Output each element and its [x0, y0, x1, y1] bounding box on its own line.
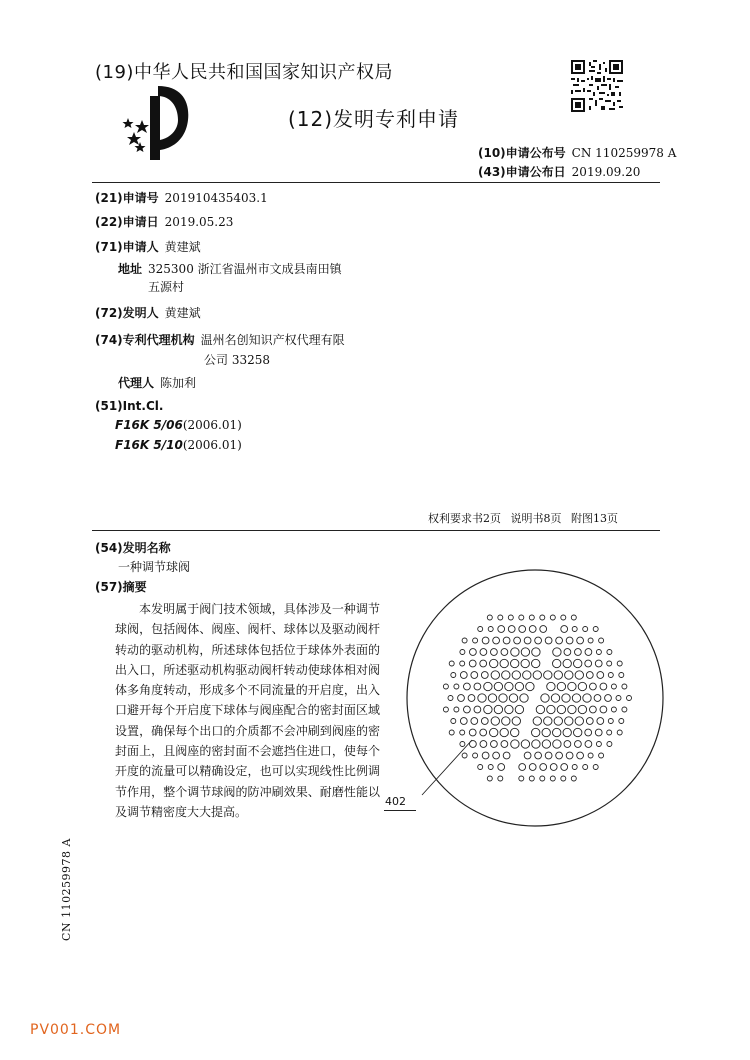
orifice-hole: [561, 615, 566, 620]
address-label: 地址: [118, 262, 143, 276]
orifice-hole: [451, 719, 456, 724]
agent-label: 代理人: [118, 376, 155, 390]
orifice-hole: [454, 684, 459, 689]
agent: [118, 374, 196, 391]
agent-value: 陈加利: [160, 376, 197, 390]
orifice-hole: [595, 729, 602, 736]
orifice-hole: [481, 718, 488, 725]
orifice-hole: [572, 627, 577, 632]
int-cl: [95, 399, 163, 413]
orifice-hole: [556, 637, 563, 644]
orifice-hole: [586, 672, 593, 679]
orifice-hole: [503, 637, 510, 644]
orifice-hole: [594, 695, 601, 702]
orifice-hole: [596, 742, 601, 747]
orifice-hole: [505, 705, 513, 713]
orifice-hole: [484, 705, 492, 713]
cnipa-logo: [120, 80, 196, 162]
orifice-hole: [512, 717, 520, 725]
orifice-hole: [542, 740, 550, 748]
orifice-hole: [493, 637, 500, 644]
orifice-hole: [599, 753, 604, 758]
filing-date: [95, 213, 233, 230]
orifice-hole: [540, 626, 547, 633]
orifice-hole: [565, 671, 573, 679]
orifice-hole: [588, 753, 593, 758]
orifice-hole: [500, 728, 508, 736]
orifice-hole: [547, 705, 555, 713]
orifice-hole: [498, 615, 503, 620]
orifice-hole: [511, 728, 519, 736]
orifice-hole: [498, 776, 503, 781]
invention-title-label: (54)发明名称: [95, 541, 171, 555]
applicant-label: (71)申请人: [95, 240, 159, 254]
ipc-code: F16K 5/10: [115, 438, 183, 452]
publication-number-label: (10)申请公布号: [478, 146, 566, 160]
inventor-label: (72)发明人: [95, 306, 159, 320]
orifice-hole: [535, 752, 542, 759]
orifice-hole: [578, 705, 586, 713]
applicant-value: 黄建斌: [164, 240, 201, 254]
abstract-heading: [95, 578, 147, 595]
orifice-hole: [473, 753, 478, 758]
ball-valve-figure: [380, 560, 680, 840]
orifice-hole: [574, 728, 582, 736]
orifice-hole: [557, 705, 565, 713]
orifice-hole: [557, 682, 565, 690]
orifice-hole: [611, 684, 616, 689]
orifice-hole: [524, 637, 531, 644]
orifice-hole: [491, 717, 499, 725]
orifice-hole: [529, 764, 536, 771]
orifice-hole: [498, 764, 505, 771]
orifice-hole: [575, 649, 582, 656]
ipc-entry: [115, 418, 242, 432]
ipc-code: F16K 5/06: [115, 418, 183, 432]
orifice-hole: [554, 717, 562, 725]
orifice-hole: [586, 718, 593, 725]
orifice-hole: [521, 659, 529, 667]
orifice-hole: [572, 765, 577, 770]
orifice-hole: [566, 752, 573, 759]
orifice-hole: [532, 740, 540, 748]
orifice-hole: [512, 671, 520, 679]
orifice-hole: [617, 730, 622, 735]
orifice-hole: [460, 672, 467, 679]
header-divider: [92, 182, 660, 183]
orifice-hole: [585, 649, 592, 656]
orifice-hole: [488, 694, 496, 702]
orifice-hole: [607, 650, 612, 655]
orifice-hole: [605, 695, 612, 702]
orifice-hole: [500, 659, 508, 667]
publication-number: [478, 144, 676, 161]
orifice-hole: [529, 615, 534, 620]
orifice-hole: [561, 626, 568, 633]
orifice-hole: [460, 730, 465, 735]
address: [118, 260, 342, 277]
orifice-hole: [502, 717, 510, 725]
orifice-hole: [449, 730, 454, 735]
orifice-hole: [540, 764, 547, 771]
application-number-value: 201910435403.1: [164, 191, 268, 205]
orifice-hole: [503, 752, 510, 759]
orifice-hole: [564, 741, 571, 748]
orifice-hole: [478, 627, 483, 632]
orifice-hole: [568, 705, 576, 713]
orifice-hole: [469, 660, 476, 667]
orifice-hole: [596, 650, 601, 655]
orifice-hole: [545, 752, 552, 759]
orifice-hole: [464, 683, 471, 690]
orifice-hole: [571, 615, 576, 620]
orifice-hole: [575, 741, 582, 748]
site-watermark: PV001.COM: [30, 1022, 122, 1038]
orifice-hole: [480, 649, 487, 656]
orifice-hole: [491, 671, 499, 679]
application-number: [95, 189, 268, 206]
publication-date-value: 2019.09.20: [571, 165, 641, 179]
orifice-hole: [505, 682, 513, 690]
orifice-hole: [511, 659, 519, 667]
figure-label-underline: [384, 810, 416, 811]
orifice-hole: [468, 695, 475, 702]
orifice-hole: [593, 765, 598, 770]
orifice-hole: [575, 671, 583, 679]
filing-date-label: (22)申请日: [95, 215, 159, 229]
abstract-label: (57)摘要: [95, 580, 147, 594]
orifice-hole: [588, 638, 593, 643]
orifice-hole: [571, 776, 576, 781]
agency-label: (74)专利代理机构: [95, 333, 195, 347]
orifice-hole: [593, 627, 598, 632]
orifice-hole: [577, 637, 584, 644]
orifice-hole: [600, 683, 607, 690]
orifice-hole: [611, 707, 616, 712]
orifice-hole: [561, 776, 566, 781]
orifice-hole: [484, 682, 492, 690]
orifice-hole: [521, 740, 529, 748]
orifice-hole: [595, 660, 602, 667]
orifice-hole: [619, 673, 624, 678]
orifice-hole: [583, 627, 588, 632]
filing-date-value: 2019.05.23: [164, 215, 234, 229]
orifice-hole: [478, 765, 483, 770]
orifice-hole: [583, 765, 588, 770]
orifice-hole: [607, 661, 612, 666]
orifice-hole: [491, 741, 498, 748]
orifice-hole: [597, 672, 604, 679]
section-divider: [92, 530, 660, 531]
orifice-hole: [575, 717, 583, 725]
orifice-hole: [490, 728, 498, 736]
orifice-hole: [443, 707, 448, 712]
orifice-hole: [482, 752, 489, 759]
invention-title: 一种调节球阀: [118, 560, 191, 574]
orifice-hole: [577, 752, 584, 759]
orifice-hole: [519, 615, 524, 620]
orifice-hole: [545, 637, 552, 644]
orifice-hole: [490, 659, 498, 667]
agency: [95, 331, 345, 348]
orifice-hole: [544, 717, 552, 725]
ipc-version: (2006.01): [182, 418, 242, 432]
orifice-hole: [542, 728, 550, 736]
orifice-hole: [449, 661, 454, 666]
orifice-hole: [519, 764, 526, 771]
orifice-hole: [550, 764, 557, 771]
orifice-hole: [480, 729, 487, 736]
orifice-hole: [493, 752, 500, 759]
orifice-hole: [540, 776, 545, 781]
orifice-hole: [448, 696, 453, 701]
orifice-hole: [458, 695, 465, 702]
orifice-hole: [482, 637, 489, 644]
orifice-hole: [627, 696, 632, 701]
orifice-hole: [473, 638, 478, 643]
abstract-text: 本发明属于阀门技术领域，具体涉及一种调节球阀，包括阀体、阀座、阀杆、球体以及驱动阀杆转动的驱动机构，所述球体包括位于球体外表面的出入口，所述驱动机构驱动阀杆转动使球体相对阀体多角度转动，形成多个不同流量的开启度，出入口避开每个开启度下球体与阀座配合的密封面区域设置，确保每个出口的介质都不会冲刷到阀座的密封面上，且阀座的密封面不会遮挡住进口，使每个开度的流量可以精确设定，也可以实现线性比例调节作用，整个调节球阀的防冲刷效果、耐磨性能以及调节精密度大大提高。: [115, 602, 380, 819]
orifice-hole: [585, 729, 592, 736]
orifice-hole: [487, 615, 492, 620]
figure-reference-label: 402: [385, 795, 406, 808]
qr-code-icon: [571, 60, 623, 112]
orifice-hole: [508, 615, 513, 620]
orifice-hole: [529, 776, 534, 781]
orifice-hole: [540, 615, 545, 620]
orifice-hole: [608, 719, 613, 724]
orifice-hole: [565, 717, 573, 725]
orifice-hole: [572, 694, 580, 702]
publication-number-value: CN 110259978 A: [571, 146, 677, 160]
orifice-hole: [526, 682, 534, 690]
orifice-hole: [515, 705, 523, 713]
orifice-hole: [520, 694, 528, 702]
orifice-hole: [460, 650, 465, 655]
orifice-hole: [616, 696, 621, 701]
title-label: [95, 539, 171, 556]
orifice-hole: [583, 694, 591, 702]
orifice-hole: [487, 776, 492, 781]
orifice-hole: [509, 694, 517, 702]
orifice-hole: [563, 659, 571, 667]
orifice-hole: [532, 659, 540, 667]
orifice-hole: [608, 673, 613, 678]
orifice-hole: [607, 730, 612, 735]
orifice-hole: [553, 648, 561, 656]
orifice-hole: [578, 682, 586, 690]
orifice-hole: [501, 741, 508, 748]
orifice-hole: [597, 718, 604, 725]
orifice-hole: [568, 682, 576, 690]
orifice-hole: [553, 740, 561, 748]
orifice-hole: [551, 694, 559, 702]
orifice-hole: [454, 707, 459, 712]
orifice-hole: [617, 661, 622, 666]
orifice-hole: [619, 719, 624, 724]
orifice-hole: [508, 626, 515, 633]
orifice-hole: [491, 649, 498, 656]
orifice-hole: [470, 649, 477, 656]
agency-line-2: 公司 33258: [204, 353, 270, 367]
orifice-hole: [464, 706, 471, 713]
orifice-hole: [562, 694, 570, 702]
orifice-hole: [590, 706, 597, 713]
document-type: (12)发明专利申请: [288, 107, 460, 131]
orifice-hole: [462, 753, 467, 758]
applicant: [95, 238, 201, 255]
orifice-hole: [478, 694, 486, 702]
orifice-hole: [622, 707, 627, 712]
orifice-hole: [514, 637, 521, 644]
orifice-hole: [550, 615, 555, 620]
leader-line: [422, 740, 472, 795]
orifice-hole: [547, 682, 555, 690]
orifice-hole: [471, 672, 478, 679]
orifice-hole: [481, 672, 488, 679]
orifice-hole: [511, 740, 519, 748]
orifice-hole: [460, 661, 465, 666]
orifice-hole: [451, 673, 456, 678]
inventor: [95, 304, 201, 321]
orifice-hole: [556, 752, 563, 759]
orifice-hole: [471, 718, 478, 725]
orifice-hole: [499, 694, 507, 702]
publication-date: [478, 163, 640, 180]
orifice-hole: [529, 626, 536, 633]
orifice-hole: [480, 741, 487, 748]
publication-date-label: (43)申请公布日: [478, 165, 566, 179]
orifice-hole: [544, 671, 552, 679]
address-line-2: 五源村: [148, 280, 185, 294]
int-cl-label: (51)Int.Cl.: [95, 399, 164, 413]
orifice-hole: [443, 684, 448, 689]
orifice-hole: [599, 638, 604, 643]
orifice-hole: [498, 626, 505, 633]
orifice-hole: [535, 637, 542, 644]
orifice-hole: [585, 660, 592, 667]
side-publication-number: CN 110259978 A: [60, 838, 73, 941]
orifice-hole: [488, 765, 493, 770]
orifice-hole: [622, 684, 627, 689]
orifice-hole: [474, 683, 481, 690]
orifice-hole: [566, 637, 573, 644]
orifice-hole: [553, 728, 561, 736]
orifice-hole: [532, 648, 540, 656]
pages-summary: 权利要求书2页 说明书8页 附图13页: [428, 512, 618, 525]
orifice-hole: [563, 728, 571, 736]
orifice-hole: [600, 706, 607, 713]
orifice-hole: [536, 705, 544, 713]
orifice-hole: [488, 627, 493, 632]
orifice-hole: [533, 717, 541, 725]
ipc-entry: [115, 438, 242, 452]
orifice-hole: [460, 718, 467, 725]
orifice-hole: [480, 660, 487, 667]
orifice-hole: [474, 706, 481, 713]
orifice-hole: [532, 728, 540, 736]
orifice-hole: [501, 649, 508, 656]
orifice-hole: [502, 671, 510, 679]
ball-outline: [407, 570, 663, 826]
orifice-hole: [561, 764, 568, 771]
abstract-body: [115, 599, 380, 822]
orifice-hole: [553, 659, 561, 667]
orifice-hole: [511, 648, 519, 656]
orifice-hole: [523, 671, 531, 679]
orifice-hole: [521, 648, 529, 656]
office-name: (19)中华人民共和国国家知识产权局: [95, 62, 393, 83]
address-line-1: 325300 浙江省温州市文成县南田镇: [148, 262, 342, 276]
orifice-hole: [585, 741, 592, 748]
orifice-hole: [554, 671, 562, 679]
orifice-hole: [515, 682, 523, 690]
application-number-label: (21)申请号: [95, 191, 159, 205]
inventor-value: 黄建斌: [164, 306, 201, 320]
orifice-hole: [460, 742, 465, 747]
orifice-hole: [462, 638, 467, 643]
orifice-hole: [590, 683, 597, 690]
orifice-hole: [524, 752, 531, 759]
orifice-hole: [574, 659, 582, 667]
orifice-hole: [564, 649, 571, 656]
orifice-hole: [541, 694, 549, 702]
orifice-hole: [550, 776, 555, 781]
agency-line-1: 温州名创知识产权代理有限: [200, 333, 345, 347]
orifice-hole: [533, 671, 541, 679]
orifice-hole: [607, 742, 612, 747]
orifice-hole: [494, 682, 502, 690]
orifice-hole: [519, 626, 526, 633]
orifice-hole: [469, 729, 476, 736]
orifice-holes: [443, 615, 631, 781]
orifice-hole: [494, 705, 502, 713]
orifice-hole: [519, 776, 524, 781]
ipc-version: (2006.01): [182, 438, 242, 452]
